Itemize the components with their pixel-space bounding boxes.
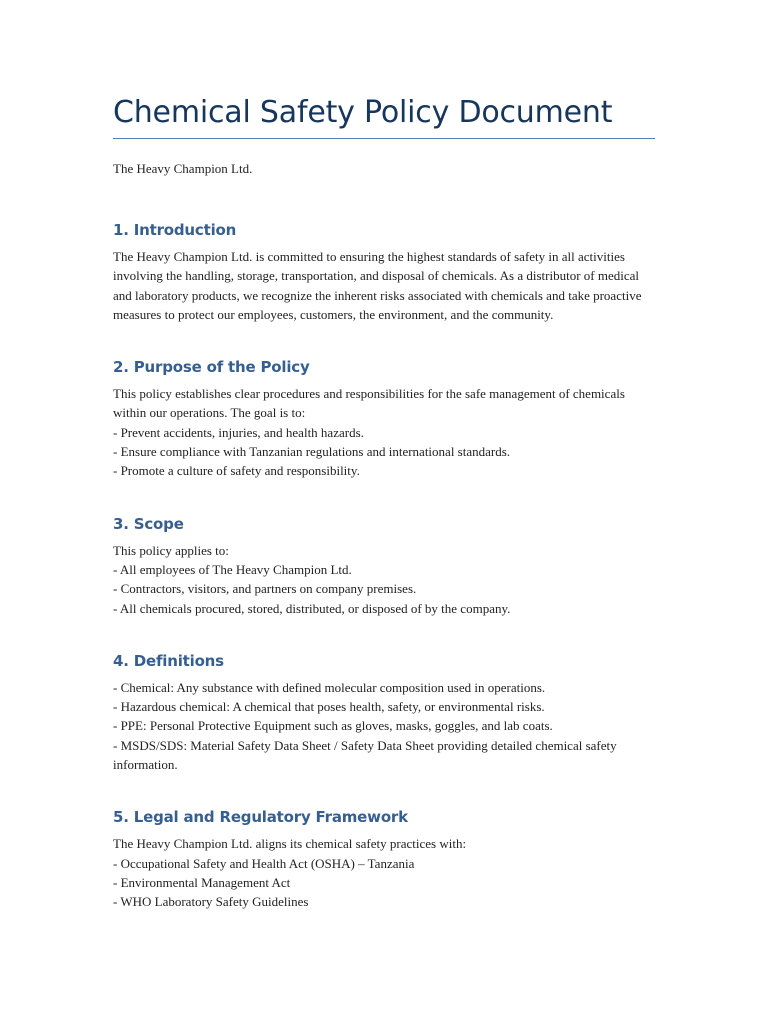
section-heading: 2. Purpose of the Policy: [113, 358, 310, 377]
list-item: - PPE: Personal Protective Equipment such as gloves, masks, goggles, and lab coats.: [113, 718, 553, 734]
list-item: - WHO Laboratory Safety Guidelines: [113, 894, 309, 910]
list-item: - All employees of The Heavy Champion Ltd.: [113, 561, 352, 577]
section-introduction: [113, 220, 658, 324]
list-item: - All chemicals procured, stored, distributed, or disposed of by the company.: [113, 600, 511, 616]
document-content: [113, 92, 658, 912]
section-paragraph: The Heavy Champion Ltd. is committed to ensuring the highest standards of safety in all activities involving the handling, storage, transportation, and disposal of chemicals. As a distributor of medical and laboratory products, we recognize the inherent risks associated with chemicals and take proactive measures to protect our employees, customers, the environment, and the community.: [113, 249, 642, 322]
section-paragraph: The Heavy Champion Ltd. aligns its chemical safety practices with:: [113, 836, 467, 852]
title-underline-rule: [113, 138, 655, 139]
section-paragraph: This policy applies to:: [113, 542, 229, 558]
section-scope: [113, 514, 658, 618]
section-heading: 1. Introduction: [113, 221, 237, 239]
list-item: - Ensure compliance with Tanzanian regulations and international standards.: [113, 444, 511, 460]
company-name: The Heavy Champion Ltd.: [113, 161, 253, 176]
section-paragraph: This policy establishes clear procedures and responsibilities for the safe management of chemicals within our operations. The goal is to:: [113, 386, 625, 421]
document-title: Chemical Safety Policy Document: [113, 95, 613, 130]
list-item: - Contractors, visitors, and partners on company premises.: [113, 581, 417, 597]
list-item: - MSDS/SDS: Material Safety Data Sheet / Safety Data Sheet providing detailed chemical safety information.: [113, 737, 617, 773]
section-heading: 4. Definitions: [113, 651, 224, 670]
list-item: - Hazardous chemical: A chemical that poses health, safety, or environmental risks.: [113, 699, 545, 715]
list-item: - Prevent accidents, injuries, and health hazards.: [113, 424, 364, 440]
section-purpose: [113, 357, 658, 480]
list-item: - Promote a culture of safety and responsibility.: [113, 463, 360, 479]
section-definitions: [113, 651, 658, 774]
list-item: - Occupational Safety and Health Act (OSHA) – Tanzania: [113, 855, 415, 871]
section-heading: 3. Scope: [113, 514, 184, 533]
list-item: - Environmental Management Act: [113, 874, 291, 890]
list-item: - Chemical: Any substance with defined molecular composition used in operations.: [113, 679, 546, 695]
section-heading: 5. Legal and Regulatory Framework: [113, 808, 408, 827]
section-legal-framework: [113, 807, 658, 911]
